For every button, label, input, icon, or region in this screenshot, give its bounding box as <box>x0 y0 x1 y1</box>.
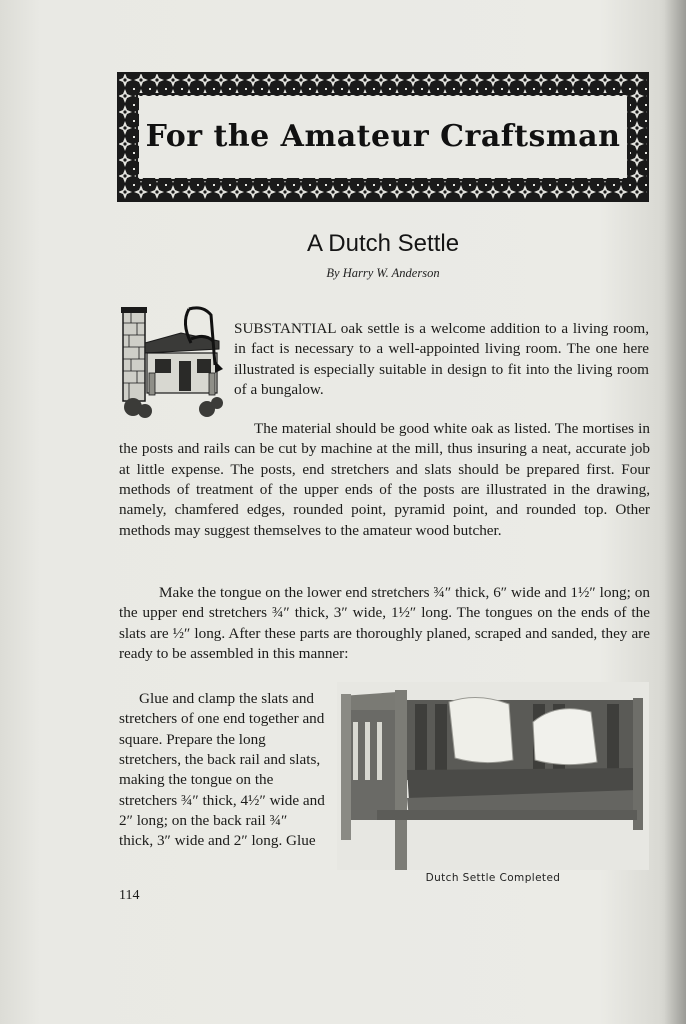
dutch-settle-image <box>337 682 649 870</box>
paragraph-assembly: Glue and clamp the slats and stretchers of one end together and square. Prepare the long stretchers, the back rail and slats, making the tongue on the stretchers ¾″ thick, 4½″ wide and 2″ long; on the back rail ¾″ thick, 3″ wide and 2″ long. Glue <box>119 690 325 850</box>
page-number: 114 <box>119 888 140 903</box>
section-title: For the Amateur Craftsman <box>145 119 621 154</box>
article-byline: By Harry W. Anderson <box>326 266 440 280</box>
paragraph-material: The material should be good white oak as listed. The mortises in the posts and rails can be cut by machine at the mill, thus insuring a neat, accurate job at little expense. The posts, end stretchers and slats should be prepared first. Four methods of treatment of the upper ends of the posts are illustrated in the drawing, namely, chamfered edges, rounded point, pyramid point, and rounded top. Other methods may suggest themselves to the amateur wood butcher. <box>119 420 650 539</box>
dropcap-illustration <box>119 303 225 419</box>
bungalow-dropcap-icon <box>119 303 225 419</box>
settle-photograph <box>337 682 649 870</box>
paragraph-opening: SUBSTANTIAL oak settle is a welcome addition to a living room, in fact is necessary to a well-appointed living room. The one here illustrated is especially suitable in design to fit into the living room of a bungalow. <box>234 320 649 399</box>
article-title: A Dutch Settle <box>306 230 460 257</box>
page-edge-shadow <box>664 0 686 1024</box>
section-header-banner <box>117 72 649 202</box>
figure-caption: Dutch Settle Completed <box>425 872 561 884</box>
paragraph-tongues: Make the tongue on the lower end stretchers ¾″ thick, 6″ wide and 1½″ long; on the upper end stretchers ¾″ thick, 3″ wide, 1½″ long. The tongues on the ends of the slats are ½″ long. After these parts are thoroughly planed, scraped and sanded, they are ready to be assembled in this manner: <box>119 584 650 663</box>
